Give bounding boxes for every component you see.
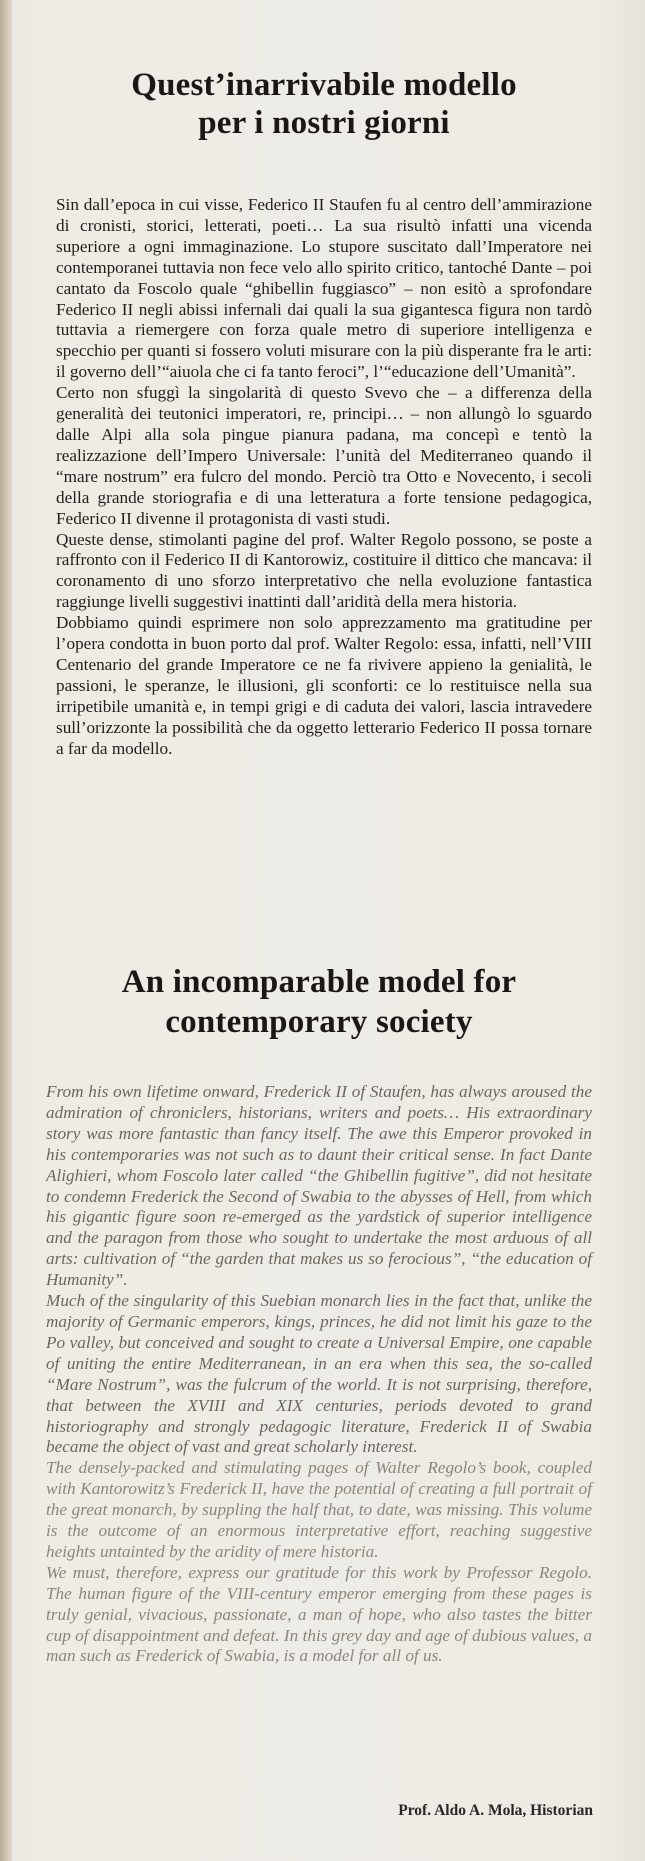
italian-paragraph-1: Sin dall’epoca in cui visse, Federico II Staufen fu al centro dell’ammirazione di cronisti, storici, letterati, poeti… La sua risultò infatti una vicenda superiore a ogni immaginazione. Lo stupore suscitato dall’Imperatore nei contemporanei tuttavia non fece velo allo spirito critico, tantoché Dante – poi cantato da Foscolo quale “ghibellin fuggiasco” – non esitò a sprofondare Federico II negli abissi infernali dai quali la sua gigantesca figura non tardò tuttavia a riemergere con forza quale metro di superiore intelligenza e specchio per quanti si fossero voluti misurare con la più disperante fra le arti: il governo dell’“aiuola che ci fa tanto feroci”, l’“educazione dell’Umanità”. [56, 195, 592, 382]
english-title [46, 962, 592, 1042]
italian-paragraph-4: Dobbiamo quindi esprimere non solo apprezzamento ma gratitudine per l’opera condotta in buon porto dal prof. Walter Regolo: essa, infatti, nell’VIII Centenario del grande Imperatore ce ne fa rivivere appieno la genialità, le passioni, le speranze, le illusioni, gli sconforti: ce lo restituisce nella sua irripetibile umanità e, in tempi grigi e di caduta dei valori, lascia intravedere sull’orizzonte la possibilità che da oggetto letterario Federico II possa tornare a far da modello. [56, 613, 592, 758]
italian-section [56, 66, 592, 759]
italian-body [56, 195, 592, 759]
english-paragraph-2: Much of the singularity of this Suebian monarch lies in the fact that, unlike the majority of Germanic emperors, kings, princes, he did not limit his gaze to the Po valley, but conceived and sought to create a Universal Empire, one capable of uniting the entire Mediterranean, in an era when this sea, the so-called “Mare Nostrum”, was the fulcrum of the world. It is not surprising, therefore, that between the XVIII and XIX centuries, periods devoted to grand historiography and strongly pedagogic literature, Frederick II of Swabia became the object of vast and great scholarly interest. [46, 1291, 592, 1457]
italian-title-line1: Quest’inarrivabile modello [131, 67, 517, 103]
italian-paragraph-3: Queste dense, stimolanti pagine del prof. Walter Regolo possono, se poste a raffronto con il Federico II di Kantorowiz, costituire il dittico che mancava: il coronamento di uno sforzo interpretativo che nella evoluzione fantastica raggiunge livelli suggestivi inattinti dall’aridità della mera historia. [56, 529, 592, 612]
english-paragraph-4: We must, therefore, express our gratitude for this work by Professor Regolo. The human figure of the VIII-century emperor emerging from these pages is truly genial, vivacious, passionate, a man of hope, who also tastes the bitter cup of disappointment and defeat. In this grey day and age of dubious values, a man such as Frederick of Swabia, is a model for all of us. [46, 1562, 592, 1666]
english-body [46, 1082, 592, 1667]
italian-title-line2: per i nostri giorni [198, 105, 450, 141]
italian-title [56, 66, 592, 142]
english-paragraph-1: From his own lifetime onward, Frederick II of Staufen, has always aroused the admiration of chroniclers, historians, writers and poets… His extraordinary story was more fantastic than fancy itself. The awe this Emperor provoked in his contemporaries was not such as to daunt their critical sense. In fact Dante Alighieri, whom Foscolo later called “the Ghibellin fugitive”, did not hesitate to condemn Frederick the Second of Swabia to the abysses of Hell, from which his gigantic figure soon re-emerged as the yardstick of superior intelligence and the paragon from those who sought to undertake the most arduous of all arts: cultivation of “the garden that makes us so ferocious”, “the education of Humanity”. [46, 1082, 592, 1290]
english-title-line2: contemporary society [165, 1004, 473, 1040]
english-section [46, 962, 592, 1667]
english-title-line1: An incomparable model for [121, 964, 517, 1000]
book-spine-edge [0, 0, 12, 1861]
italian-paragraph-2: Certo non sfuggì la singolarità di questo Svevo che – a differenza della generalità dei teutonici imperatori, re, principi… – non allungò lo sguardo dalle Alpi alla sola pingue pianura padana, ma concepì e tentò la realizzazione dell’Impero Universale: l’unità del Mediterraneo quando il “mare nostrum” era fulcro del mondo. Perciò tra Otto e Novecento, i secoli della grande storiografia e di una letteratura a forte tensione pedagogica, Federico II divenne il protagonista di vasti studi. [56, 383, 592, 528]
english-paragraph-3: The densely-packed and stimulating pages of Walter Regolo’s book, coupled with Kantorowitz’s Frederick II, have the potential of creating a full portrait of the great monarch, by suppling the half that, to date, was missing. This volume is the outcome of an enormous interpretative effort, reaching suggestive heights untainted by the aridity of mere historia. [46, 1458, 592, 1561]
author-signature: Prof. Aldo A. Mola, Historian [398, 1802, 593, 1819]
